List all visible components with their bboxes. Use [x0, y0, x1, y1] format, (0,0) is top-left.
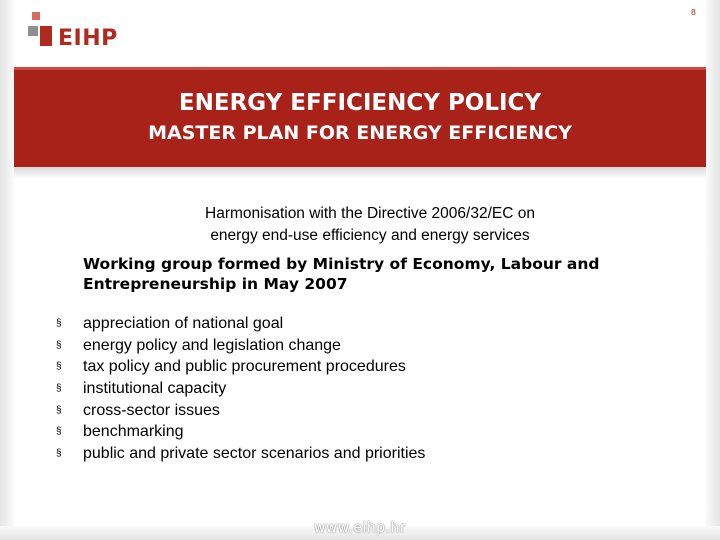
list-item-text: appreciation of national goal	[83, 315, 284, 332]
harmonisation-line: energy end-use efficiency and energy services	[210, 227, 530, 244]
logo-square-icon	[32, 12, 40, 20]
bullet-icon: §	[56, 426, 62, 438]
bullet-icon: §	[56, 361, 62, 373]
harmonisation-statement	[120, 203, 620, 247]
left-border-decoration	[0, 0, 14, 540]
list-item-text: energy policy and legislation change	[83, 336, 341, 354]
working-group-line: Entrepreneurship in May 2007	[83, 275, 348, 293]
list-item-text: tax policy and public procurement procedures	[83, 358, 406, 376]
bullet-icon: §	[56, 448, 62, 460]
logo-square-icon	[28, 26, 38, 36]
eihp-logo	[28, 10, 128, 54]
bullet-icon: §	[56, 404, 62, 416]
list-item-text: institutional capacity	[83, 380, 227, 398]
banner-shadow	[14, 167, 706, 179]
slide-title: ENERGY EFFICIENCY POLICY	[178, 90, 542, 116]
bullet-icon: §	[56, 339, 62, 351]
bullet-icon: §	[56, 383, 62, 395]
list-item-text: benchmarking	[83, 423, 184, 441]
slide-subtitle: MASTER PLAN FOR ENERGY EFFICIENCY	[148, 122, 572, 144]
title-banner	[14, 67, 706, 170]
logo-text: EIHP	[58, 26, 118, 51]
logo-square-icon	[40, 26, 52, 46]
right-border-decoration	[706, 0, 720, 540]
working-group-statement	[83, 254, 683, 294]
working-group-line: Working group formed by Ministry of Economy, Labour and	[83, 255, 600, 273]
page-number: 8	[690, 8, 696, 17]
list-item-text: cross-sector issues	[83, 401, 220, 419]
list-item-text: public and private sector scenarios and priorities	[83, 445, 426, 463]
harmonisation-line: Harmonisation with the Directive 2006/32/EC on	[205, 205, 535, 222]
footer-url: www.eihp.hr	[313, 520, 407, 536]
bullet-icon: §	[56, 318, 62, 329]
